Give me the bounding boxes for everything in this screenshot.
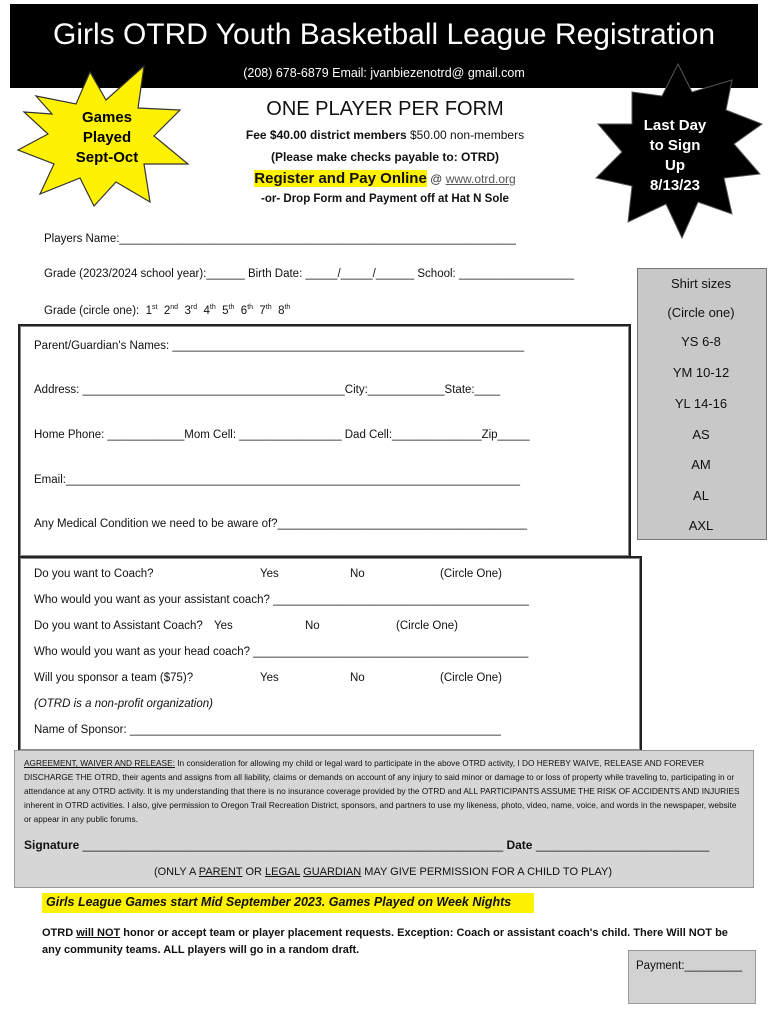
sponsor-no[interactable]: No bbox=[350, 672, 365, 684]
grade-circle-row[interactable] bbox=[44, 304, 290, 317]
coach-question: Do you want to Coach? bbox=[34, 568, 154, 580]
page-title: Girls OTRD Youth Basketball League Registration bbox=[52, 18, 716, 51]
medical-field[interactable]: Any Medical Condition we need to be aware of?_______________________________________ bbox=[34, 518, 528, 530]
games-line-3: Sept-Oct bbox=[75, 149, 139, 166]
email-field[interactable]: Email:_______________________________________________________________________ bbox=[34, 474, 521, 486]
address-field[interactable]: Address: _________________________________________City:____________State:____ bbox=[34, 384, 501, 396]
shirt-size-option[interactable]: AS bbox=[692, 427, 710, 442]
lastday-line-4: 8/13/23 bbox=[649, 177, 701, 194]
payment-field[interactable]: Payment:_________ bbox=[636, 960, 743, 972]
grade-4[interactable]: 4th bbox=[203, 304, 216, 317]
agreement-text bbox=[24, 756, 744, 826]
phone-field[interactable]: Home Phone: ____________Mom Cell: ________________ Dad Cell:______________Zip_____ bbox=[34, 429, 530, 441]
parent-names-field[interactable]: Parent/Guardian's Names: _______________________________________________________ bbox=[34, 340, 525, 352]
signature-label: Signature bbox=[24, 838, 80, 852]
agreement-body: In consideration for allowing my child or legal ward to participate in the above OTRD activity, I DO HEREBY WAIVE, RELEASE AND FOREVER DISCHARGE THE OTRD, their agents and assigns from all liability, claims or demands on account of any injury to said minor or damage to or loss of property while traveling to, participating in or attendance at any OTRD activity. It is my understanding that there is no insurance coverage provided by the OTRD and ALL PARTICIPANTS ASSUME THE RISK OF ACCIDENTS AND INJURIES inherent in OTRD activities. I also, give permission to Oregon Trail Recreation District, sponsors, and partners to use my likeness, photo, video, name, voice, and words in the newspaper, website or appear in any public forums. bbox=[24, 758, 740, 824]
sponsor-yes[interactable]: Yes bbox=[260, 672, 279, 684]
grade-5[interactable]: 5th bbox=[222, 304, 235, 317]
agreement-heading: AGREEMENT, WAIVER AND RELEASE: bbox=[24, 758, 175, 768]
grade-2[interactable]: 2nd bbox=[163, 304, 179, 317]
dropoff-line: -or- Drop Form and Payment off at Hat N Sole bbox=[261, 193, 509, 205]
grade-8[interactable]: 8th bbox=[278, 304, 291, 317]
head-coach-field[interactable]: Who would you want as your head coach? ___________________________________________ bbox=[34, 646, 529, 658]
shirt-size-option[interactable]: AL bbox=[693, 488, 709, 503]
register-online-highlight: Register and Pay Online bbox=[254, 170, 427, 187]
signature-row[interactable] bbox=[24, 838, 744, 852]
lastday-line-2: to Sign bbox=[649, 137, 701, 154]
shirt-size-option[interactable]: YM 10-12 bbox=[672, 365, 730, 380]
coach-no[interactable]: No bbox=[350, 568, 365, 580]
contact-line: (208) 678-6879 Email: jvanbiezenotrd@ gmail.com bbox=[243, 66, 525, 80]
games-line-1: Games bbox=[81, 109, 133, 126]
date-label: Date bbox=[506, 838, 533, 852]
assistant-yes[interactable]: Yes bbox=[214, 620, 233, 632]
coach-circle-one: (Circle One) bbox=[440, 568, 502, 580]
fee-line bbox=[200, 128, 570, 142]
assistant-circle-one: (Circle One) bbox=[396, 620, 458, 632]
parent-only-note: (ONLY A PARENT OR LEGAL GUARDIAN MAY GIVE PERMISSION FOR A CHILD TO PLAY) bbox=[153, 866, 613, 878]
players-name-field[interactable]: Players Name:______________________________________________________________ bbox=[44, 233, 516, 245]
shirt-size-option[interactable]: YL 14-16 bbox=[674, 396, 728, 411]
otrd-note: OTRD will NOT honor or accept team or player placement requests. Exception: Coach or assistant coach's child. There Will NOT be any community teams. ALL players will go in a random draft. bbox=[42, 927, 728, 956]
shirt-size-option[interactable]: AM bbox=[691, 457, 711, 472]
lastday-line-1: Last Day bbox=[643, 117, 707, 134]
payment-box bbox=[628, 950, 756, 1004]
grade-label: Grade (circle one): bbox=[44, 304, 140, 317]
last-day-text bbox=[625, 116, 725, 196]
at-sign: @ bbox=[426, 172, 446, 186]
lastday-line-3: Up bbox=[665, 157, 685, 174]
games-start-text: Girls League Games start Mid September 2023. Games Played on Week Nights bbox=[46, 895, 512, 909]
register-line bbox=[200, 170, 570, 187]
shirt-sizes-title: Shirt sizes bbox=[671, 276, 731, 291]
signature-line[interactable]: _______________________________________________________________ bbox=[79, 838, 507, 852]
fee-nonmembers: $50.00 non-members bbox=[406, 128, 525, 142]
coach-yes[interactable]: Yes bbox=[260, 568, 279, 580]
one-player-heading: ONE PLAYER PER FORM bbox=[266, 98, 504, 120]
sponsor-circle-one: (Circle One) bbox=[440, 672, 502, 684]
checks-payable: (Please make checks payable to: OTRD) bbox=[270, 150, 500, 164]
shirt-sizes-subtitle: (Circle one) bbox=[667, 305, 735, 320]
games-played-text bbox=[52, 108, 162, 168]
sponsor-question: Will you sponsor a team ($75)? bbox=[34, 672, 194, 684]
grade-birth-school-field[interactable]: Grade (2023/2024 school year):______ Birth Date: _____/_____/______ School: __________________ bbox=[44, 268, 575, 280]
assistant-no[interactable]: No bbox=[305, 620, 320, 632]
nonprofit-note: (OTRD is a non-profit organization) bbox=[34, 698, 213, 710]
shirt-size-option[interactable]: YS 6-8 bbox=[681, 334, 721, 349]
assistant-coach-question: Do you want to Assistant Coach? bbox=[34, 620, 203, 632]
grade-6[interactable]: 6th bbox=[240, 304, 254, 317]
sponsor-name-field[interactable]: Name of Sponsor: __________________________________________________________ bbox=[34, 724, 501, 736]
fee-members: Fee $40.00 district members bbox=[245, 128, 407, 142]
games-line-2: Played bbox=[82, 129, 132, 146]
website-link[interactable]: www.otrd.org bbox=[445, 172, 516, 186]
grade-7[interactable]: 7th bbox=[259, 304, 272, 317]
shirt-size-option[interactable]: AXL bbox=[688, 518, 714, 533]
grade-3[interactable]: 3rd bbox=[184, 304, 198, 317]
date-line[interactable]: __________________________ bbox=[532, 838, 710, 852]
assistant-coach-field[interactable]: Who would you want as your assistant coach? ________________________________________ bbox=[34, 594, 529, 606]
grade-1[interactable]: 1st bbox=[145, 304, 158, 317]
